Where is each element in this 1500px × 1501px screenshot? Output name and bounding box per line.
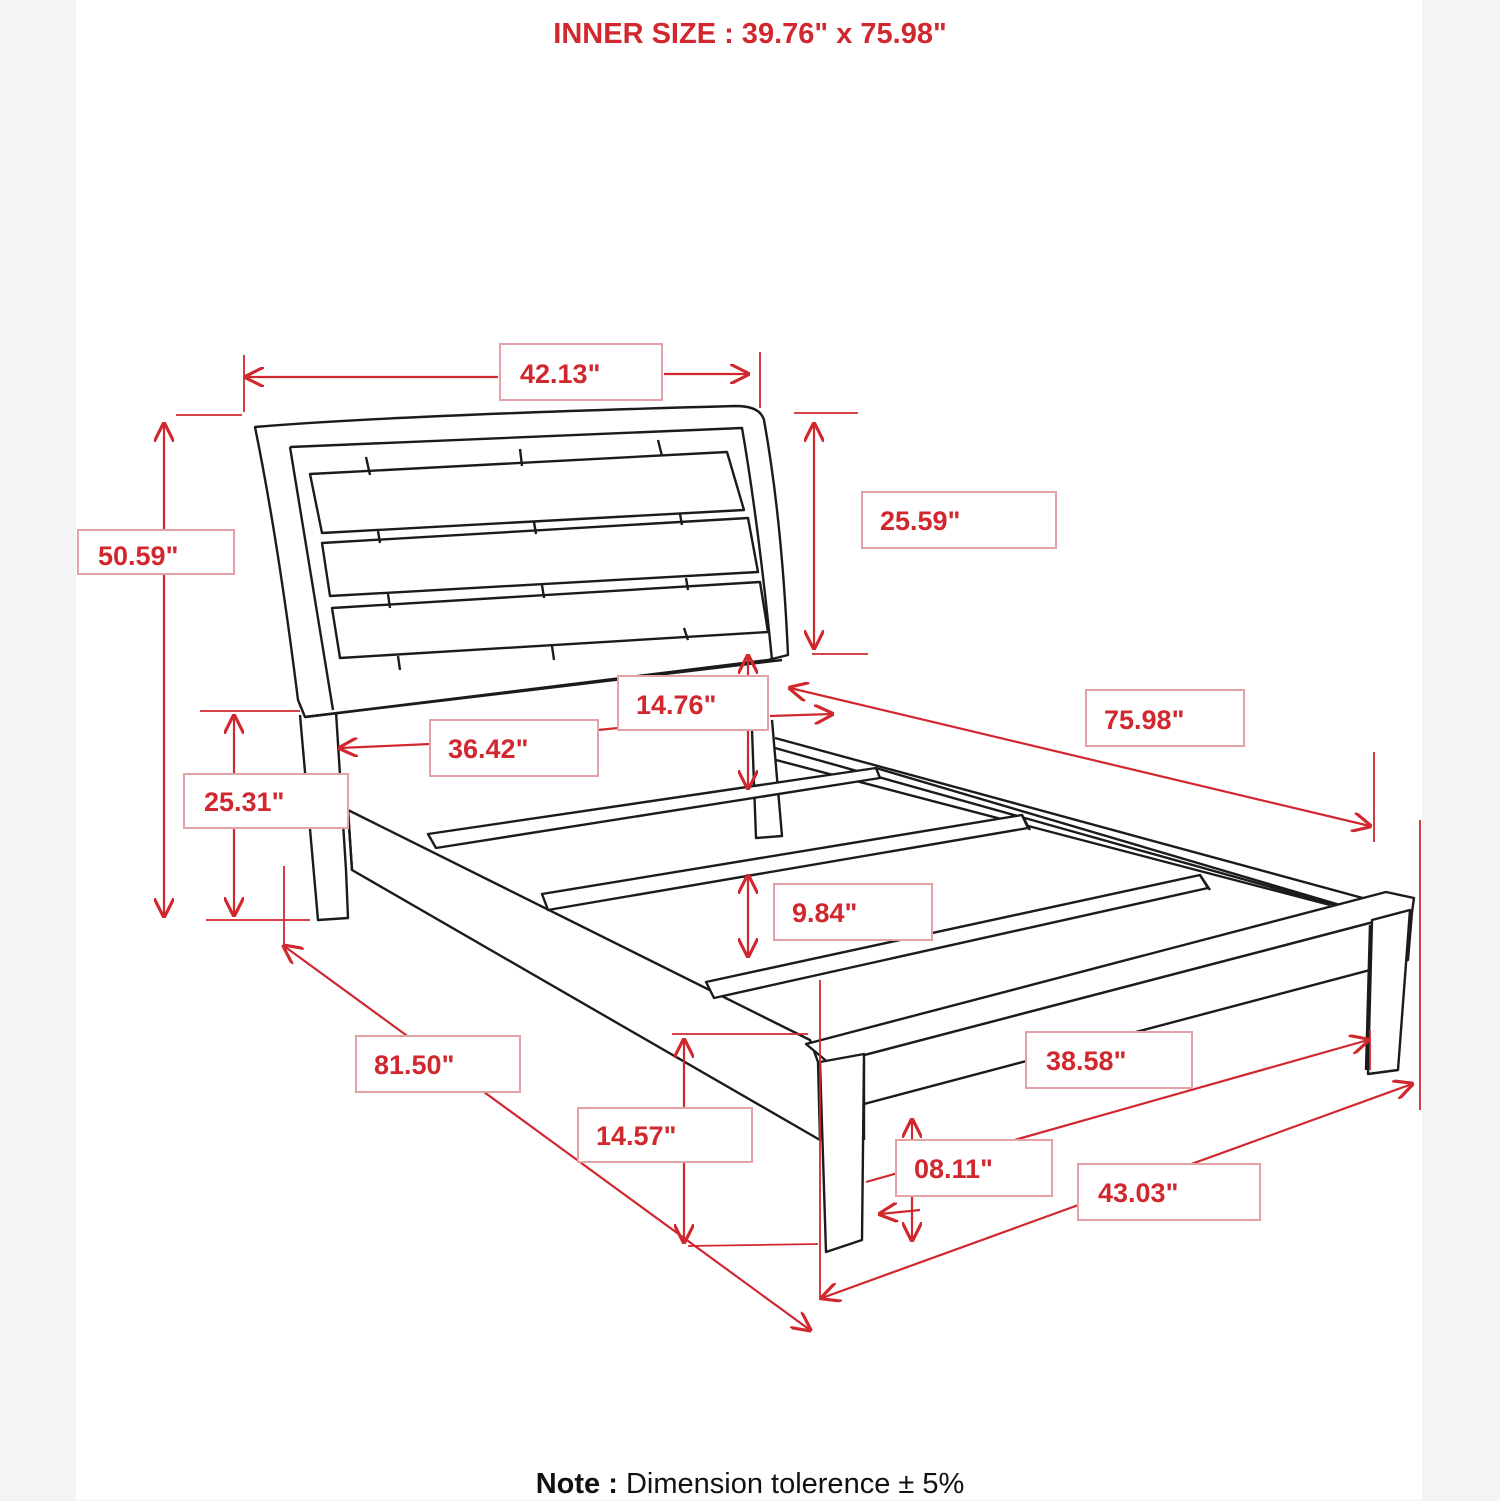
total-width-label: 43.03": [1098, 1178, 1179, 1208]
foot-leg-clearance-label: 08.11": [914, 1154, 993, 1184]
bed-frame: [255, 406, 1414, 1252]
dim-label-81-50: [356, 1036, 520, 1092]
slat-depth-label: 9.84": [792, 898, 858, 928]
footboard-inner-width-label: 38.58": [1046, 1046, 1127, 1076]
dim-label-50-59: [78, 530, 234, 574]
headboard-slat: [310, 452, 744, 533]
rail-height-label: 25.31": [204, 787, 285, 817]
dim-label-14-76: [618, 676, 768, 730]
footboard-right-leg: [1368, 910, 1410, 1074]
inner-headboard-width-label: 36.42": [448, 734, 529, 764]
headboard-leg-clearance-label: 14.76": [636, 690, 717, 720]
side-rail-length-label: 75.98": [1104, 705, 1185, 735]
dim-label-75-98: [1086, 690, 1244, 746]
dim-label-42-13: [500, 344, 662, 400]
support-slat: [428, 768, 880, 848]
inner-size-title: INNER SIZE : 39.76" x 75.98": [553, 18, 947, 50]
total-height-label: 50.59": [98, 541, 179, 571]
dim-label-25-31: [184, 774, 348, 828]
dim-label-14-57: [578, 1108, 752, 1162]
dim-label-36-42: [430, 720, 598, 776]
dim-label-9-84: [774, 884, 932, 940]
footboard-left-leg: [820, 1054, 864, 1252]
dim-label-25-59: [862, 492, 1056, 548]
headboard-panel-height-label: 25.59": [880, 506, 961, 536]
tolerance-note: [0, 1468, 1500, 1501]
dim-label-43-03: [1078, 1164, 1260, 1220]
dim-label-38-58: [1026, 1032, 1192, 1088]
note-text: Dimension tolerence ± 5%: [617, 1468, 965, 1500]
headboard-width-label: 42.13": [520, 359, 601, 389]
footboard-height-label: 14.57": [596, 1121, 677, 1151]
total-length-label: 81.50": [374, 1050, 455, 1080]
note-label: Note :: [535, 1468, 618, 1500]
dim-label-08-11: [896, 1140, 1052, 1196]
